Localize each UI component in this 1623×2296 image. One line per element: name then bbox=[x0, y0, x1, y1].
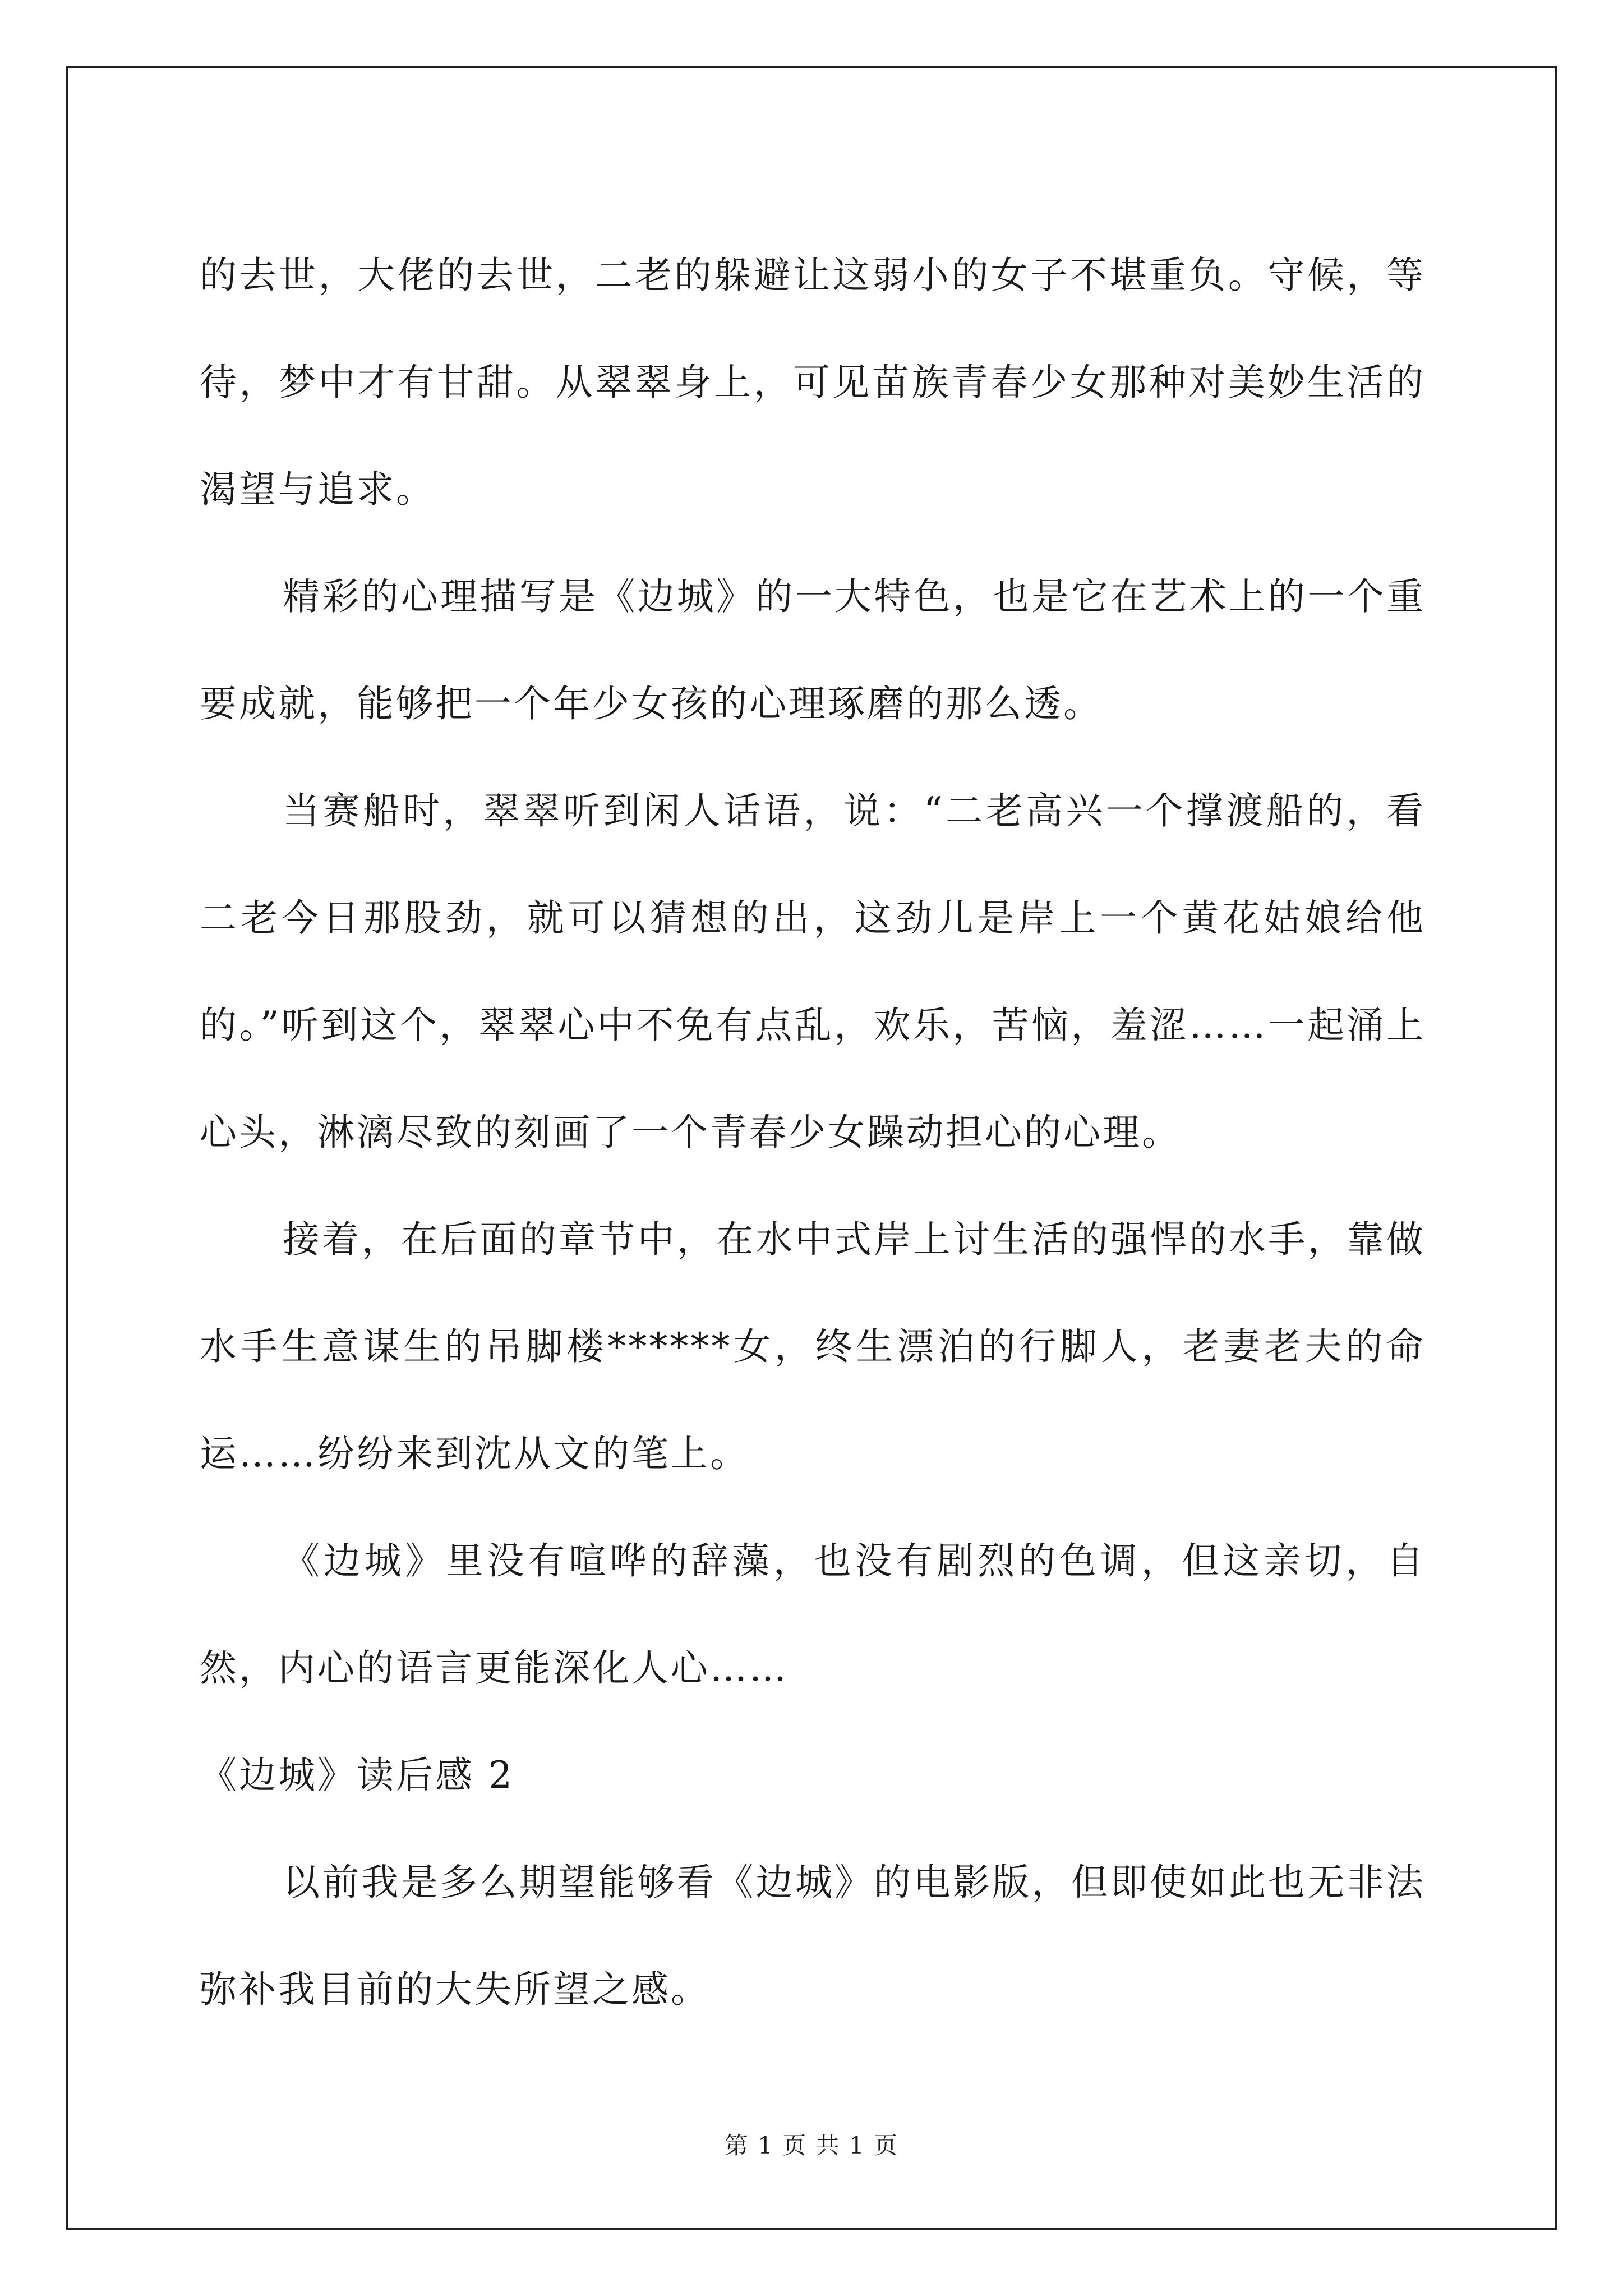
paragraph-5: 《边城》里没有喧哗的辞藻，也没有剧烈的色调，但这亲切，自然，内心的语言更能深化人心…… bbox=[200, 1539, 1426, 1690]
paragraph-1: 的去世，大佬的去世，二老的躲避让这弱小的女子不堪重负。守候，等待，梦中才有甘甜。从翠翠身上，可见苗族青春少女那种对美妙生活的渴望与追求。 bbox=[200, 254, 1426, 511]
paragraph-6: 以前我是多么期望能够看《边城》的电影版，但即使如此也无非法弥补我目前的大失所望之感。 bbox=[200, 1861, 1426, 2011]
page-footer: 第 1 页 共 1 页 bbox=[724, 2132, 899, 2159]
document-body bbox=[200, 222, 1426, 2043]
paragraph-2: 精彩的心理描写是《边城》的一大特色，也是它在艺术上的一个重要成就，能够把一个年少女孩的心理琢磨的那么透。 bbox=[200, 575, 1426, 725]
paragraph-4: 接着，在后面的章节中，在水中式岸上讨生活的强悍的水手，靠做水手生意谋生的吊脚楼******女，终生漂泊的行脚人，老妻老夫的命运……纷纷来到沈从文的笔上。 bbox=[200, 1218, 1426, 1475]
paragraph-3: 当赛船时，翠翠听到闲人话语，说：“二老高兴一个撑渡船的，看二老今日那股劲，就可以猜想的出，这劲儿是岸上一个黄花姑娘给他的。”听到这个，翠翠心中不免有点乱，欢乐，苦恼，羞涩……一起涌上心头，淋漓尽致的刻画了一个青春少女躁动担心的心理。 bbox=[200, 789, 1426, 1154]
section-heading: 《边城》读后感 2 bbox=[200, 1754, 514, 1797]
